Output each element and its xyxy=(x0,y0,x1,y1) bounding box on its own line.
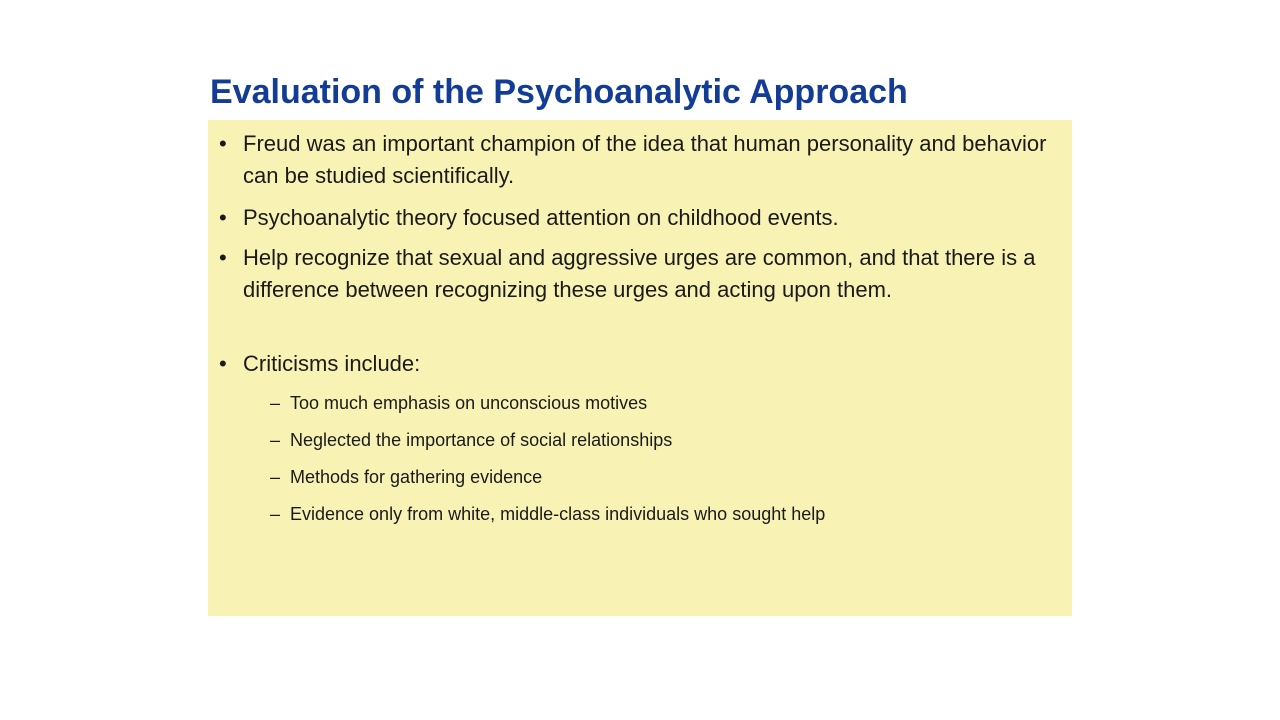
sub-bullet-text: Methods for gathering evidence xyxy=(290,467,543,487)
sub-bullet-marker: – xyxy=(270,504,281,524)
sub-bullet-text: Evidence only from white, middle-class individuals who sought help xyxy=(290,504,826,524)
content-box xyxy=(208,120,1072,616)
sub-bullet-text: Neglected the importance of social relationships xyxy=(290,430,673,450)
bullet-marker: • xyxy=(219,131,227,156)
sub-bullet-marker: – xyxy=(270,393,281,413)
sub-bullet-text: Too much emphasis on unconscious motives xyxy=(290,393,648,413)
sub-bullet-marker: – xyxy=(270,467,281,487)
bullet-text: Help recognize that sexual and aggressive urges are common, and that there is a difference between recognizing these urges and acting upon them. xyxy=(243,245,1036,302)
bullet-marker: • xyxy=(219,245,227,270)
bullet-text: Psychoanalytic theory focused attention on childhood events. xyxy=(243,205,839,230)
bullet-text: Freud was an important champion of the idea that human personality and behavior can be studied scientifically. xyxy=(243,131,1047,188)
slide-title: Evaluation of the Psychoanalytic Approach xyxy=(210,73,908,111)
bullet-marker: • xyxy=(219,351,227,376)
sub-bullet-marker: – xyxy=(270,430,281,450)
bullet-text: Criticisms include: xyxy=(243,351,421,376)
bullet-marker: • xyxy=(219,205,227,230)
